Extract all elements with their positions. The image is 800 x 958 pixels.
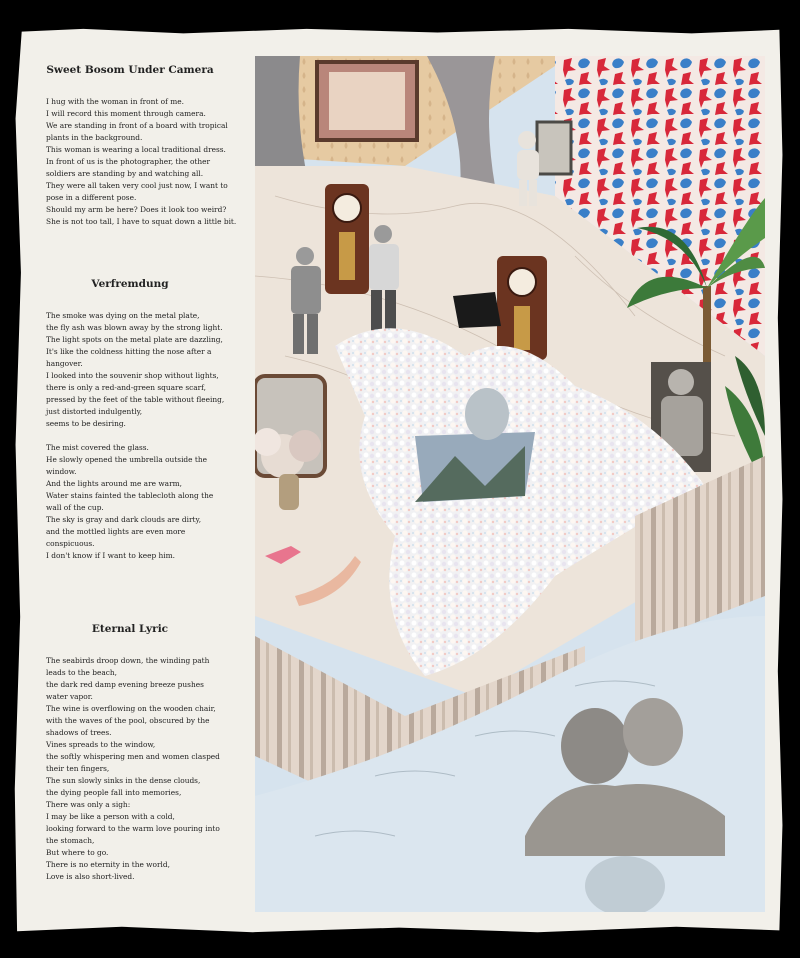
poem-line: looking forward to the warm love pouring into	[46, 824, 220, 833]
poem-line: I don't know if I want to keep him.	[46, 551, 176, 560]
poem-title: Sweet Bosom Under Camera	[46, 64, 214, 76]
poem-line: shadows of trees.	[46, 728, 112, 737]
poem-line: with the waves of the pool, obscured by the	[46, 716, 210, 725]
poem-line: the dying people fall into memories,	[46, 788, 182, 797]
poem-lines	[46, 655, 220, 883]
poem-line: the stomach,	[46, 836, 95, 845]
poem-line: Water stains fainted the tablecloth along the	[46, 491, 214, 500]
poem-line: just distorted indulgently,	[46, 407, 143, 416]
poem	[46, 623, 220, 883]
poem-line: water vapor.	[46, 692, 93, 701]
poem-line: conspicuous.	[46, 539, 95, 548]
poem-line: wall of the cup.	[46, 503, 104, 512]
framed-picture-inner	[329, 72, 405, 130]
poem-line: They were all taken very cool just now, I want to	[46, 181, 228, 190]
poem-line: It's like the coldness hitting the nose after a	[46, 347, 212, 356]
stanza-gap	[46, 430, 224, 442]
poem-line: I looked into the souvenir shop without lights,	[46, 371, 219, 380]
poem-line: In front of us is the photographer, the other	[46, 157, 211, 166]
poem-line: Should my arm be here? Does it look too weird?	[46, 205, 227, 214]
poem-line: I may be like a person with a cold,	[46, 812, 175, 821]
poem-line: Love is also short-lived.	[46, 872, 135, 881]
poem-line: The sky is gray and dark clouds are dirty,	[46, 515, 202, 524]
poem-line: The seabirds droop down, the winding path	[46, 656, 210, 665]
poem-line: He slowly opened the umbrella outside the	[46, 455, 207, 464]
poem-line: there is only a red-and-green square scarf,	[46, 383, 207, 392]
poem-line: their ten fingers,	[46, 764, 110, 773]
poem-line: The mist covered the glass.	[46, 443, 149, 452]
poem-line: The light spots on the metal plate are dazzling,	[46, 335, 223, 344]
poem-lines	[46, 310, 224, 562]
poem-line: window.	[46, 467, 77, 476]
poem-line: leads to the beach,	[46, 668, 117, 677]
collage-illustration	[255, 56, 765, 912]
poem-line: And the lights around me are warm,	[46, 479, 182, 488]
poem-line: pressed by the feet of the table without fleeing,	[46, 395, 225, 404]
poem-line: the fly ash was blown away by the strong light.	[46, 323, 223, 332]
poem-line: There was only a sigh:	[46, 800, 131, 809]
poem-line: I will record this moment through camera.	[46, 109, 206, 118]
poem-title: Eternal Lyric	[91, 623, 169, 635]
grandfather-clock	[497, 256, 547, 360]
poem-line: soldiers are standing by and watching all.	[46, 169, 204, 178]
poem-line: We are standing in front of a board with tropical	[46, 121, 228, 130]
poem-line: and the mottled lights are even more	[46, 527, 186, 536]
poem-line: She is not too tall, I have to squat down a little bit.	[46, 217, 237, 226]
poem-lines	[46, 96, 236, 228]
poem-line: pose in a different pose.	[46, 193, 137, 202]
grandfather-clock	[325, 184, 369, 294]
poem-line: the softly whispering men and women clasped	[46, 752, 220, 761]
poem-line: Vines spreads to the window,	[46, 740, 156, 749]
poem-line: There is no eternity in the world,	[46, 860, 170, 869]
poem-line: The sun slowly sinks in the dense clouds,	[46, 776, 201, 785]
poem-line: hangover.	[46, 359, 83, 368]
poem-line: I hug with the woman in front of me.	[46, 97, 184, 106]
poem-title: Verfremdung	[91, 278, 169, 290]
child-photo-frame	[537, 122, 571, 174]
poem-line: This woman is wearing a local traditional dress.	[46, 145, 226, 154]
poem-line: The wine is overflowing on the wooden chair,	[46, 704, 216, 713]
floating-rock	[465, 388, 509, 440]
poem-line: The smoke was dying on the metal plate,	[46, 311, 200, 320]
poem	[46, 278, 224, 562]
poem	[46, 64, 236, 228]
poem-line: seems to be desiring.	[46, 419, 126, 428]
poem-line: But where to go.	[46, 848, 109, 857]
poem-line: the dark red damp evening breeze pushes	[46, 680, 204, 689]
poem-line: plants in the background.	[46, 133, 143, 142]
floor-hole	[453, 292, 501, 328]
collage-artwork	[255, 56, 765, 912]
